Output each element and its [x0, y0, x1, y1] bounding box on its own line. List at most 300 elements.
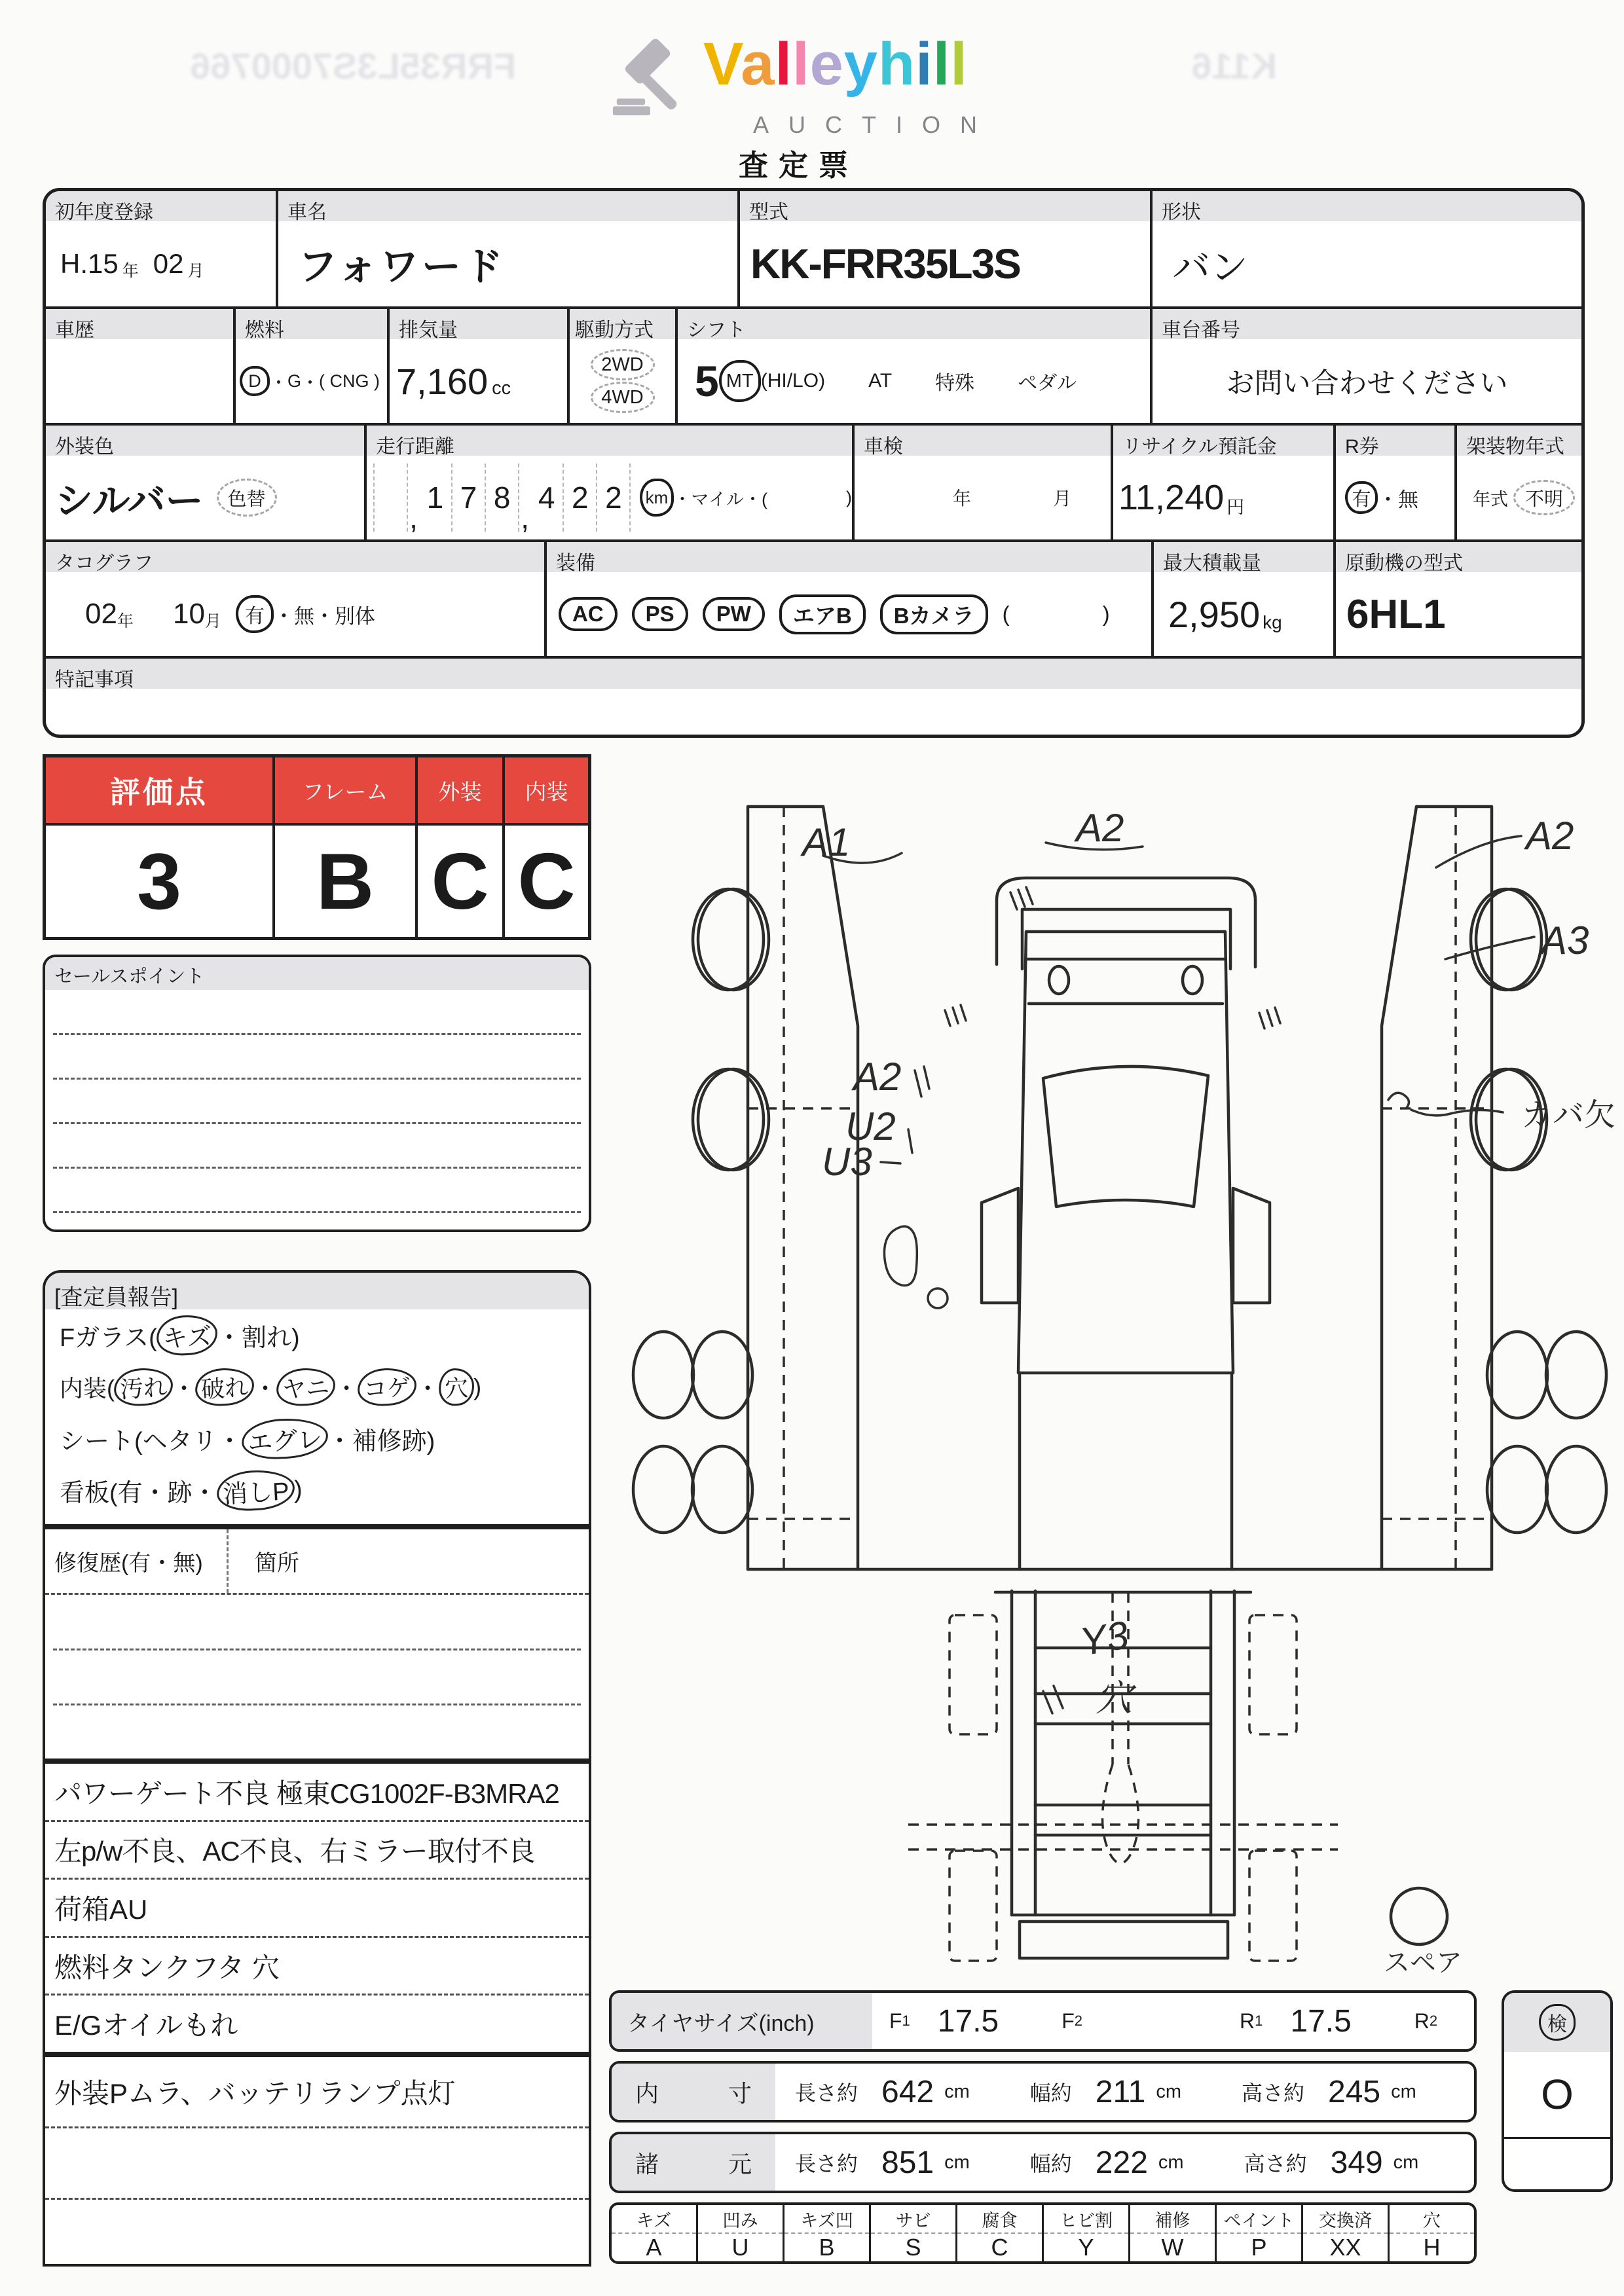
report-interior-line	[45, 1361, 589, 1413]
shift-speed: 5	[695, 357, 719, 405]
ruled-line	[53, 1211, 581, 1213]
mileage-comma: ,	[521, 501, 530, 535]
inner-width: 211	[1095, 2074, 1146, 2109]
ruled-line	[53, 1704, 581, 1705]
logo-letter: l	[775, 31, 793, 98]
right-step-panel	[1233, 1188, 1270, 1303]
sales-point-box	[43, 955, 591, 1232]
legend-code: H	[1423, 2234, 1441, 2261]
mileage-km-circled: km	[640, 479, 673, 517]
report-text: ・	[416, 1375, 440, 1402]
rear-axle-line	[908, 1825, 1338, 1850]
mileage-digit: 2	[564, 464, 597, 532]
report-seat-line	[45, 1413, 589, 1465]
page-title: 査定票	[739, 149, 859, 182]
recycle-fee-unit: 円	[1227, 497, 1245, 517]
legend-item	[871, 2205, 957, 2261]
diagram-outline	[633, 807, 1606, 1958]
rear-dual-wheel	[692, 1446, 752, 1533]
report-sign-line	[45, 1465, 589, 1516]
legend-item	[784, 2205, 871, 2261]
report-text: ・	[335, 1375, 359, 1402]
fuel-diesel-circled: D	[240, 366, 270, 396]
tachograph-label: タコグラフ	[46, 542, 544, 572]
mid-wheel-left-echo	[693, 1069, 764, 1170]
front-wheel-left	[698, 889, 769, 990]
unit: cm	[944, 2151, 970, 2173]
fuel-sep: ・	[301, 373, 320, 393]
tachograph-separate: 別体	[334, 604, 375, 628]
table-row	[46, 659, 1581, 738]
max-load-unit: kg	[1263, 612, 1282, 632]
mileage-paren-close: )	[845, 487, 852, 507]
tire-f2-sup: 2	[1074, 2013, 1083, 2029]
shaken-year-unit: 年	[953, 488, 972, 509]
table-row	[46, 191, 1581, 309]
inspector-report-box	[43, 1270, 591, 1527]
equipment-badge-pw: PW	[703, 597, 765, 631]
equipment-cell	[547, 542, 1154, 656]
hatch-mark	[1259, 1008, 1280, 1029]
frame-score-value: B	[316, 837, 375, 926]
legend-item	[957, 2205, 1044, 2261]
inspection-mark-value: O	[1541, 2071, 1574, 2118]
gavel-handle	[638, 71, 678, 111]
label-a2-left: A2	[853, 1055, 902, 1099]
mileage-digit: 8	[486, 464, 519, 532]
u3-damage-blob	[884, 1226, 917, 1285]
r-ticket-sep: ・	[1378, 488, 1398, 511]
exterior-color-value: シルバー	[55, 480, 204, 522]
right-side-panel	[1382, 807, 1492, 1569]
tire-r1-value: 17.5	[1290, 2003, 1352, 2039]
tire-size-label: タイヤサイズ(inch)	[612, 1993, 872, 2049]
r-ticket-no: 無	[1398, 488, 1418, 511]
legend-code: P	[1251, 2234, 1267, 2261]
shift-at-option: AT	[868, 370, 893, 392]
label-a2-right: A2	[1526, 814, 1574, 858]
displacement-unit: cc	[492, 377, 511, 399]
overall-score-value: 3	[137, 837, 181, 926]
recycle-fee-label: リサイクル預託金	[1113, 426, 1333, 456]
logo-letter: l	[792, 31, 810, 98]
circled-yabure: 破れ	[194, 1367, 255, 1408]
spec-width: 222	[1095, 2145, 1148, 2180]
vin-value: お問い合わせください	[1226, 367, 1508, 399]
label-part: 寸	[728, 2079, 752, 2107]
comment-line: 荷箱AU	[45, 1880, 589, 1938]
inspector-report-title: [査定員報告]	[45, 1273, 589, 1309]
logo-letter: V	[703, 31, 741, 98]
spare-tire	[1391, 1888, 1447, 1944]
logo-letter: a	[741, 31, 775, 98]
u3-tick	[881, 1162, 900, 1163]
hatch-mark	[945, 1005, 966, 1026]
legend-code: XX	[1329, 2234, 1361, 2261]
report-text: 内装(	[60, 1375, 115, 1402]
legend-name: キズ	[612, 2205, 696, 2234]
legend-code: S	[905, 2234, 921, 2261]
spec-dimensions-row	[609, 2132, 1477, 2193]
spec-height: 349	[1330, 2145, 1383, 2180]
body-shape-value: バン	[1172, 246, 1249, 289]
body-year-prefix: 年式	[1473, 489, 1508, 509]
special-notes-label: 特記事項	[46, 659, 1581, 689]
vehicle-info-table	[43, 188, 1585, 738]
hand-marks	[823, 836, 1534, 1713]
mileage-digit: 7	[452, 464, 486, 532]
car-name-cell	[278, 191, 740, 306]
tachograph-cell	[46, 542, 547, 656]
legend-name: 凹み	[698, 2205, 783, 2234]
tire-f1-sup: 1	[902, 2013, 910, 2029]
ruled-line	[53, 1078, 581, 1080]
body-shape-cell	[1153, 191, 1581, 306]
cab-marker-left	[1049, 966, 1069, 994]
comments-box-2	[43, 2054, 591, 2267]
rear-dual-wheel	[1487, 1332, 1547, 1418]
displacement-cell	[390, 309, 570, 423]
engine-model-value: 6HL1	[1346, 591, 1446, 637]
car-name-label: 車名	[278, 191, 737, 221]
r-ticket-label: R券	[1336, 426, 1454, 456]
max-load-label: 最大積載量	[1154, 542, 1333, 572]
rear-bumper	[1020, 1922, 1228, 1958]
y3-hatch-mark	[1043, 1686, 1063, 1713]
car-name-value: フォワード	[298, 245, 506, 289]
equipment-badge-bcamera: Bカメラ	[880, 594, 988, 634]
front-wheel-right-echo	[1476, 889, 1547, 990]
a2-right-p ointer	[1436, 836, 1521, 867]
r-ticket-cell	[1336, 426, 1457, 539]
body-year-value: 不明	[1513, 480, 1575, 515]
era-unit: 年	[122, 262, 139, 280]
displacement-value: 7,160	[396, 360, 489, 402]
exterior-color-label: 外装色	[46, 426, 364, 456]
logo-letter: h	[877, 31, 916, 98]
color-change-option: 色替	[217, 479, 277, 517]
tachograph-year-unit: 年	[117, 612, 134, 630]
frame-score-col	[275, 757, 418, 937]
divider	[1504, 2137, 1610, 2139]
engine-model-label: 原動機の型式	[1336, 542, 1581, 572]
circled-kizu: キズ	[155, 1314, 218, 1357]
windshield	[1043, 1066, 1208, 1207]
body-shape-label: 形状	[1153, 191, 1581, 221]
comment-line-empty	[45, 2200, 589, 2264]
hand-circle-mark	[928, 1288, 948, 1308]
equipment-badge-ac: AC	[559, 597, 618, 631]
unit: cm	[1393, 2151, 1419, 2173]
center-column-lines	[1020, 1373, 1232, 1569]
model-code-cell	[740, 191, 1153, 306]
hatch-mark	[1010, 887, 1033, 909]
width-label: 幅約	[1029, 2081, 1072, 2105]
inner-height: 245	[1328, 2074, 1381, 2109]
shaken-cell	[855, 426, 1113, 539]
legend-code: U	[731, 2234, 749, 2261]
a2-left-tick	[915, 1066, 929, 1097]
cab-roof-outer	[997, 878, 1255, 967]
shaken-label: 車検	[855, 426, 1111, 456]
comment-line: 燃料タンクフタ 穴	[45, 1938, 589, 1996]
table-row	[46, 309, 1581, 426]
tachograph-sep: ・	[314, 604, 335, 628]
label-y3-hole: 穴	[1096, 1677, 1132, 1719]
gavel-base-top	[617, 99, 645, 105]
legend-name: 腐食	[957, 2205, 1042, 2234]
label-y3: Y3	[1077, 1613, 1132, 1664]
special-notes-cell	[46, 659, 1581, 738]
equipment-label: 装備	[547, 542, 1151, 572]
label-spare: スペア	[1384, 1948, 1462, 1974]
tire-size-row	[609, 1990, 1477, 2052]
legend-item	[1303, 2205, 1390, 2261]
equipment-badge-ps: PS	[632, 597, 688, 631]
legend-code: W	[1161, 2234, 1184, 2261]
recycle-fee-value: 11,240	[1118, 478, 1225, 517]
label-part: 元	[728, 2150, 752, 2178]
tachograph-year: 02	[85, 598, 117, 630]
height-label: 高さ約	[1244, 2152, 1307, 2176]
legend-name: 補修	[1130, 2205, 1215, 2234]
repair-history-label: 修復歴(有・無)	[45, 1529, 229, 1593]
report-front-glass-line	[45, 1309, 589, 1361]
legend-item	[1390, 2205, 1474, 2261]
mileage-digit: 2	[597, 464, 631, 532]
legend-code: Y	[1078, 2234, 1094, 2261]
legend-item	[1217, 2205, 1303, 2261]
legend-code: B	[819, 2234, 835, 2261]
logo-subtitle: AUCTION	[753, 111, 997, 138]
length-label: 長さ約	[795, 2081, 858, 2105]
gavel-icon	[608, 34, 692, 124]
r-ticket-yes-circled: 有	[1345, 481, 1378, 514]
showthrough-right: FRR35L3S7000766	[190, 45, 517, 86]
showthrough-left: K116	[1191, 45, 1277, 86]
label-part: 諸	[635, 2150, 659, 2178]
comment-line-empty	[45, 2128, 589, 2200]
rear-dual-wheel	[1487, 1446, 1547, 1533]
front-wheel-right	[1471, 889, 1541, 990]
fuel-cng: ( CNG )	[319, 371, 380, 391]
rear-dual-wheel	[1546, 1446, 1606, 1533]
comments-box	[43, 1761, 591, 2054]
first-registration-month: 02	[153, 248, 184, 279]
legend-code: C	[991, 2234, 1008, 2261]
circled-yani: ヤニ	[276, 1367, 337, 1408]
ruled-line	[53, 1122, 581, 1124]
exterior-score-value: C	[431, 837, 489, 926]
ruled-line	[53, 1033, 581, 1035]
tire-r1-label: R	[1240, 2009, 1255, 2033]
vin-cell	[1153, 309, 1581, 423]
report-text: 看板(有・跡・	[60, 1480, 217, 1507]
repair-history-box	[43, 1527, 591, 1761]
fuel-sep: ・	[270, 373, 287, 393]
recycle-fee-cell	[1113, 426, 1336, 539]
ruled-line	[53, 1649, 581, 1650]
shift-pedal-option: ペダル	[1018, 373, 1077, 394]
table-row	[46, 426, 1581, 542]
frame-wheel-zone	[1249, 1615, 1297, 1734]
comment-line: 左p/w不良、AC不良、右ミラー取付不良	[45, 1822, 589, 1880]
gavel-base	[613, 106, 650, 115]
model-code-label: 型式	[740, 191, 1150, 221]
label-a1: A1	[802, 820, 851, 864]
tire-f1-label: F	[889, 2009, 902, 2033]
legend-item	[612, 2205, 698, 2261]
mileage-label: 走行距離	[367, 426, 852, 456]
unit: cm	[944, 2081, 970, 2102]
front-wheel-left-echo	[693, 889, 764, 990]
a3-pointer	[1445, 937, 1534, 959]
legend-name: キズ凹	[784, 2205, 869, 2234]
car-history-cell	[46, 309, 236, 423]
body-year-label: 架装物年式	[1457, 426, 1581, 456]
drive-type-cell	[570, 309, 678, 423]
sales-point-label: セールスポイント	[45, 957, 589, 990]
tachograph-yes-circled: 有	[236, 595, 274, 633]
first-registration-label: 初年度登録	[46, 191, 276, 221]
displacement-label: 排気量	[390, 309, 567, 339]
logo-wordmark	[703, 31, 968, 98]
mileage-digit: 4	[530, 464, 564, 532]
left-step-panel	[982, 1188, 1018, 1303]
comment-line: パワーゲート不良 極東CG1002F-B3MRA2	[45, 1764, 589, 1822]
month-unit: 月	[187, 262, 204, 280]
equipment-badge-airbag: エアB	[779, 594, 866, 634]
inner-dimensions-row	[609, 2061, 1477, 2123]
label-cover-missing: カバ欠	[1521, 1098, 1616, 1133]
circled-yogore: 汚れ	[113, 1367, 174, 1408]
exterior-score-label: 外装	[418, 757, 502, 826]
inner-dimensions-label	[612, 2064, 775, 2120]
interior-score-label: 内装	[505, 757, 588, 826]
frame-score-label: フレーム	[275, 757, 415, 826]
legend-name: 穴	[1390, 2205, 1474, 2234]
mileage-mile-option: ・マイル・(	[673, 489, 767, 509]
tire-r2-sup: 2	[1429, 2013, 1438, 2029]
frame-wheel-zone	[950, 1615, 997, 1734]
fuel-cell	[236, 309, 390, 423]
report-text: )	[473, 1373, 482, 1400]
first-registration-cell	[46, 191, 278, 306]
report-text: Fガラス(	[60, 1324, 157, 1352]
fuel-gasoline: G	[287, 371, 302, 391]
width-label: 幅約	[1029, 2152, 1072, 2176]
diagram-fold-lines	[748, 807, 1492, 1961]
mid-wheel-left	[698, 1069, 769, 1170]
inspection-mark-box	[1502, 1990, 1613, 2192]
tire-r1-sup: 1	[1255, 2013, 1263, 2029]
logo-letter: e	[809, 31, 844, 98]
vin-label: 車台番号	[1153, 309, 1581, 339]
logo-letter: i	[915, 31, 933, 98]
height-label: 高さ約	[1242, 2081, 1305, 2105]
unit: cm	[1391, 2081, 1416, 2102]
legend-name: ペイント	[1217, 2205, 1301, 2234]
damage-code-legend	[609, 2202, 1477, 2264]
spec-length: 851	[881, 2145, 934, 2180]
drive-2wd-option: 2WD	[591, 349, 655, 380]
tachograph-month-unit: 月	[204, 612, 221, 630]
exterior-score-col	[418, 757, 505, 937]
shift-cell	[678, 309, 1153, 423]
mileage-cell	[367, 426, 855, 539]
legend-name: サビ	[871, 2205, 955, 2234]
logo-letter: l	[932, 31, 951, 98]
inner-length: 642	[881, 2074, 934, 2109]
report-text: ・割れ)	[216, 1324, 300, 1352]
length-label: 長さ約	[795, 2152, 858, 2176]
report-text: ・	[172, 1375, 196, 1402]
rear-dual-wheel	[633, 1332, 693, 1418]
equipment-paren-open: (	[1002, 602, 1010, 626]
tire-f2-label: F	[1061, 2009, 1075, 2033]
legend-name: 交換済	[1303, 2205, 1388, 2234]
first-registration-era: H.15	[60, 248, 119, 279]
cab-marker-right	[1183, 966, 1202, 994]
frame-wheel-zone	[950, 1851, 997, 1961]
car-history-value	[46, 339, 233, 423]
rear-dual-wheel	[1546, 1332, 1606, 1418]
max-load-cell	[1154, 542, 1336, 656]
overall-score-label: 評価点	[46, 757, 272, 826]
table-row	[46, 542, 1581, 659]
fuel-label: 燃料	[236, 309, 387, 339]
legend-item	[1044, 2205, 1130, 2261]
tire-r2-label: R	[1414, 2009, 1430, 2033]
circled-koge: コゲ	[357, 1367, 418, 1408]
label-u2: U2	[845, 1104, 896, 1148]
repair-location-label: 箇所	[255, 1551, 299, 1576]
special-notes-value	[46, 689, 1581, 738]
overall-score-col	[46, 757, 275, 937]
drive-type-label: 駆動方式	[570, 309, 675, 339]
frame-wheel-zone	[1249, 1851, 1297, 1961]
car-history-label: 車歴	[46, 309, 233, 339]
mileage-comma: ,	[409, 501, 418, 535]
inspection-mark-label: 検	[1539, 2004, 1576, 2041]
report-text: シート(ヘタリ・	[60, 1428, 242, 1455]
circled-ana: 穴	[438, 1368, 475, 1407]
label-a2-top: A2	[1076, 806, 1124, 850]
ruled-line	[53, 1167, 581, 1169]
legend-code: A	[646, 2234, 662, 2261]
unit: cm	[1158, 2151, 1184, 2173]
tachograph-month: 10	[172, 598, 205, 630]
legend-item	[1130, 2205, 1217, 2261]
logo-letter: l	[950, 31, 968, 98]
engine-model-cell	[1336, 542, 1581, 656]
exterior-color-cell	[46, 426, 367, 539]
interior-score-col	[505, 757, 588, 937]
spec-dimensions-label	[612, 2134, 775, 2191]
model-code-value: KK-FRR35L3S	[750, 240, 1020, 287]
mileage-digit: 1	[419, 464, 452, 532]
report-text: ・	[253, 1375, 278, 1402]
comment-line: 外装Pムラ、バッテリランプ点灯	[45, 2057, 589, 2128]
rear-dual-wheel	[692, 1332, 752, 1418]
logo-letter: y	[843, 31, 878, 98]
label-u3: U3	[822, 1140, 872, 1184]
shift-mt-circled: MT	[719, 360, 761, 402]
u2-tick	[908, 1129, 912, 1153]
body-year-cell	[1457, 426, 1581, 539]
shift-special-option: 特殊	[935, 373, 975, 394]
tachograph-no: 無	[293, 604, 314, 628]
